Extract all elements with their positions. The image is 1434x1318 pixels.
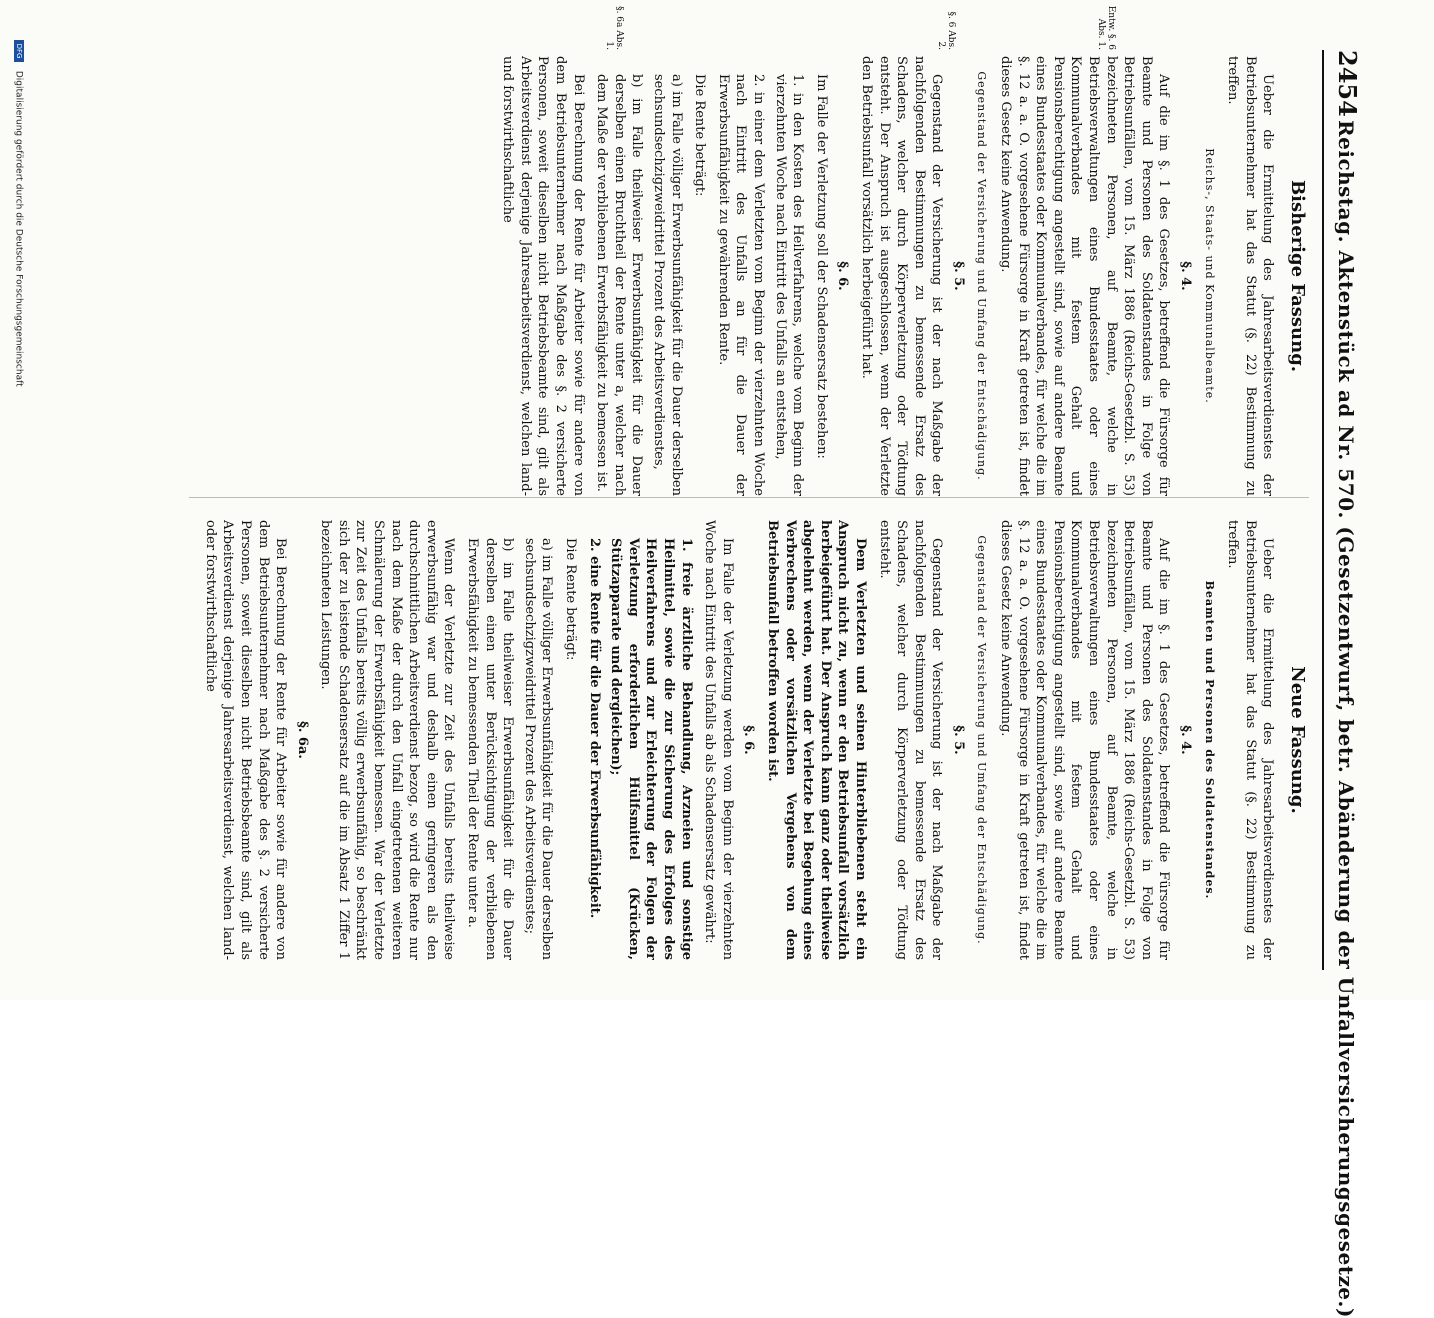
dfg-logo-icon: DFG (14, 40, 24, 62)
list-item: a) im Falle völliger Erwerbsunfähigkeit für die Dauer derselben sechsundsechzigzweidrittel Prozent des Arbeitsverdienstes, (651, 74, 684, 496)
left-section-5-text: Gegenstand der Versicherung ist der nach Maßgabe der nachfolgenden Bestimmungen zu bemessende Ersatz des Schadens, welcher durch Körperverletzung oder Tödtung entsteht. Der Anspruch ist ausgeschlossen, wenn der Verletzte den Betriebsunfall vorsätzlich herbeigeführt hat. (858, 56, 945, 496)
right-section-5-bold: Dem Verletzten und seinen Hinterbliebenen steht ein Anspruch nicht zu, wenn er den Betriebsunfall vorsätzlich herbeigeführt hat. Der Anspruch kann ganz oder theilweise abgelehnt werden, wenn der Verletzte bei Begehung eines Verbrechens oder vorsätzlichen Vergehens von dem Betriebsunfall betroffen worden ist. (764, 520, 868, 960)
footer-text: Digitalisierung gefördert durch die Deutsche Forschungsgemeinschaft (13, 70, 24, 387)
right-section-6a: §. 6a. (294, 721, 310, 759)
right-section-6-text: Im Falle der Verletzung werden vom Beginn der vierzehnten Woche nach Eintritt des Unfalls ab als Schadensersatz gewährt: (702, 520, 735, 960)
left-rente-list (593, 74, 685, 496)
right-subheading-1: Beamten und Personen des Soldatenstandes. (1202, 580, 1216, 900)
list-item: b) im Falle theilweiser Erwerbsunfähigkeit für die Dauer derselben einen Bruchtheil der Rente unter a, welcher nach dem Maße der verbliebenen Erwerbsfähigkeit zu bemessen ist. (594, 74, 645, 496)
left-column-heading: Bisherige Fassung. (1287, 179, 1308, 373)
left-section-5: §. 5. (950, 261, 966, 291)
page-footer (14, 40, 25, 960)
column-divider (189, 497, 1309, 498)
right-column-heading: Neue Fassung. (1287, 666, 1308, 814)
list-item: 2. eine Rente für die Dauer der Erwerbsunfähigkeit. (586, 538, 602, 919)
left-section-6-list (714, 74, 806, 496)
left-intro: Ueber die Ermittelung des Jahresarbeitsverdienstes der Betriebsunternehmer hat das Statut (§. 22) Bestimmung zu treffen. (1225, 56, 1276, 496)
margin-note-s6a: §. 6a Abs. 1. (604, 6, 624, 50)
right-rente-intro: Die Rente beträgt: (563, 538, 579, 661)
right-intro: Ueber die Ermittelung des Jahresarbeitsverdienstes der Betriebsunternehmer hat das Statut (§. 22) Bestimmung zu treffen. (1225, 520, 1276, 960)
margin-note-entwurf: Entw. §. 6 Abs. 1. (1096, 5, 1116, 50)
list-item: b) im Falle theilweiser Erwerbsunfähigkeit für die Dauer derselben einen unter Berücksichtigung der verbliebenen Erwerbsfähigkeit zu bemessenden Theil der Rente unter a. (465, 538, 516, 960)
right-section-4: §. 4. (1178, 725, 1194, 755)
right-rente-extra: Wenn der Verletzte zur Zeit des Unfalls bereits theilweise erwerbsunfähig war und deshalb einen geringeren als den durchschnittlichen Arbeitsverdienst bezog, so wird die Rente nur nach dem Maße der durch den Unfall eingetretenen weiteren Schmälerung der Erwerbsfähigkeit bemessen. War der Verletzte zur Zeit des Unfalls bereits völlig erwerbsunfähig, so beschränkt sich der zu leistende Schadensersatz auf die im Absatz 1 Ziffer 1 bezeichneten Leistungen. (318, 520, 457, 960)
list-item: a) im Falle völliger Erwerbsunfähigkeit für die Dauer derselben sechsundsechzigzweidrittel Prozent des Arbeitsverdienstes; (521, 538, 555, 960)
left-section-6: §. 6. (835, 261, 851, 291)
list-item: 1. in den Kosten des Heilverfahrens, welche vom Beginn der vierzehnten Woche nach Eintritt des Unfalls an entstehen, (772, 74, 806, 496)
right-section-6: §. 6. (741, 725, 757, 755)
left-section-6a-text: Bei Berechnung der Rente für Arbeiter sowie für andere von dem Betriebsunternehmer nach Maßgabe des §. 2 versicherte Personen, soweit dieselben nicht Betriebsbeamte sind, gilt als Arbeitsverdienst derjenige Jahresarbeitsverdienst, welchen land- und forstwirthschaftliche (500, 56, 586, 496)
left-subheading-1: Reichs-, Staats- und Kommunalbeamte. (1202, 148, 1216, 404)
right-section-5-text: Gegenstand der Versicherung ist der nach Maßgabe der nachfolgenden Bestimmungen zu bemessende Ersatz des Schadens, welcher durch Körperverletzung oder Tödtung entsteht. (876, 520, 945, 960)
margin-note-abs2: §. 6 Abs. 2. (936, 11, 956, 50)
left-section-4-text: Auf die im §. 1 des Gesetzes, betreffend die Fürsorge für Beamte und Personen des Soldatenstandes in Folge von Betriebsunfällen, vom 15. März 1886 (Reichs-Gesetzbl. S. 53) bezeichneten Personen, auf Beamte, welche in Betriebsverwaltungen eines Bundesstaates oder eines Kommunalverbandes mit festem Gehalt und Pensionsberechtigung angestellt sind, sowie auf andere Beamte eines Bundesstaates oder Kommunalverbandes, für welche die im §. 12 a. a. O. vorgesehene Fürsorge in Kraft getreten ist, findet dieses Gesetz keine Anwendung. (998, 56, 1172, 496)
left-rente-intro: Die Rente beträgt: (692, 74, 708, 197)
right-subheading-2: Gegenstand der Versicherung und Umfang der Entschädigung. (975, 535, 989, 945)
page-number: 2454 (1333, 50, 1362, 117)
right-section-6a-text: Bei Berechnung der Rente für Arbeiter sowie für andere von dem Betriebsunternehmer nach Maßgabe des §. 2 versicherte Personen, soweit dieselben nicht Betriebsbeamte sind, gilt als Arbeitsverdienst derjenige Jahresarbeitsverdienst, welchen land- oder forstwirthschaftliche (202, 520, 289, 960)
page-title: Reichstag. Aktenstück ad Nr. 570. (Gesetzentwurf, betr. Abänderung der Unfallversicherungsgesetze.) (1334, 120, 1358, 1318)
left-section-6-text: Im Falle der Verletzung soll der Schadensersatz bestehen: (813, 74, 829, 459)
left-column (186, 56, 1316, 496)
right-section-5: §. 5. (950, 725, 966, 755)
list-item: 2. in einer dem Verletzten vom Beginn der vierzehnten Woche nach Eintritt des Unfalls an für die Dauer der Erwerbsunfähigkeit zu gewährenden Rente. (715, 74, 766, 496)
right-section-6-list (585, 538, 695, 960)
right-column (186, 520, 1316, 960)
list-item: 1. freie ärztliche Behandlung, Arzneien und sonstige Heilmittel, sowie die zur Sicherung des Erfolges des Heilverfahrens und zur Erleichterung der Folgen der Verletzung erforderlichen Hülfsmittel (Krücken, Stützapparate und dergleichen); (608, 538, 694, 960)
left-subheading-2: Gegenstand der Versicherung und Umfang der Entschädigung. (975, 71, 989, 481)
right-rente-list (463, 538, 555, 960)
right-section-4-text: Auf die im §. 1 des Gesetzes, betreffend die Fürsorge für Beamte und Personen des Soldatenstandes in Folge von Betriebsunfällen, vom 15. März 1886 (Reichs-Gesetzbl. S. 53) bezeichneten Personen, auf Beamte, welche in Betriebsverwaltungen eines Bundesstaates oder eines Kommunalverbandes mit festem Gehalt und Pensionsberechtigung angestellt sind, sowie auf andere Beamte eines Bundesstaates oder Kommunalverbandes, für welche die im §. 12 a. a. O. vorgesehene Fürsorge in Kraft getreten ist, findet dieses Gesetz keine Anwendung. (998, 520, 1172, 960)
left-section-4: §. 4. (1178, 261, 1194, 291)
page-header (1322, 50, 1364, 1318)
